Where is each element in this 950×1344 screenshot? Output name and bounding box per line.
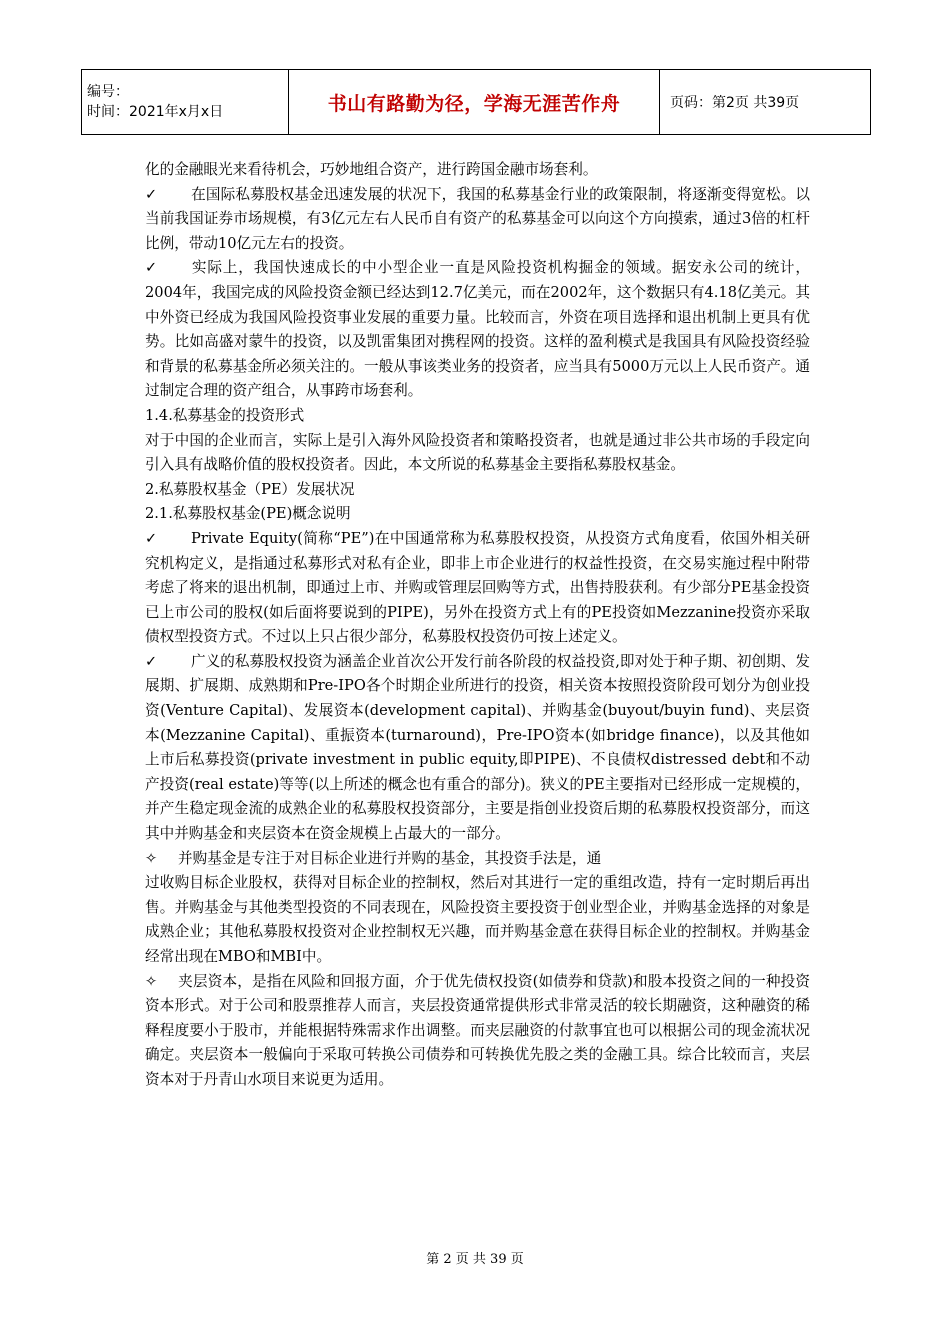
check-paragraph bbox=[145, 527, 810, 650]
paragraph: 化的金融眼光来看待机会，巧妙地组合资产，进行跨国金融市场套利。 bbox=[145, 161, 598, 178]
paragraph-text: 并购基金是专注于对目标企业进行并购的基金，其投资手法是，通 bbox=[178, 849, 602, 867]
paragraph-text: 实际上，我国快速成长的中小型企业一直是风险投资机构掘金的领域。据安永公司的统计，2004年，我国完成的风险投资金额已经达到12.7亿美元，而在2002年，这个数据只有4.18亿美元。其中外资已经成为我国风险投资事业发展的重要力量。比较而言，外资在项目选择和退出机制上更具有优势。比如高盛对蒙牛的投资，以及凯雷集团对携程网的投资。这样的盈利模式是我国具有风险投资经验和背景的私募基金所必须关注的。一般从事该类业务的投资者，应当具有5000万元以上人民币资产。通过制定合理的资产组合，从事跨市场套利。 bbox=[145, 259, 810, 400]
checkmark-icon: ✓ bbox=[145, 529, 158, 547]
check-paragraph bbox=[145, 256, 810, 404]
diamond-bullet-icon: ✧ bbox=[145, 972, 158, 990]
header-page-info: 页码：第2页 共39页 bbox=[660, 70, 871, 135]
header-motto-cell bbox=[289, 70, 660, 135]
section-heading: 2.私募股权基金（PE）发展状况 bbox=[145, 480, 355, 498]
subsection-heading: 2.1.私募股权基金(PE)概念说明 bbox=[145, 505, 351, 523]
checkmark-icon: ✓ bbox=[145, 652, 158, 670]
paragraph-text: 夹层资本，是指在风险和回报方面，介于优先债权投资(如债券和贷款)和股本投资之间的一种投资资本形式。对于公司和股票推荐人而言，夹层投资通常提供形式非常灵活的较长期融资，这种融资的稀释程度要小于股市，并能根据特殊需求作出调整。而夹层融资的付款事宜也可以根据公司的现金流状况确定。夹层资本一般偏向于采取可转换公司债券和可转换优先股之类的金融工具。综合比较而言，夹层资本对于丹青山水项目来说更为适用。 bbox=[145, 972, 810, 1088]
document-date: 时间：2021年x月x日 bbox=[87, 104, 224, 120]
paragraph: 对于中国的企业而言，实际上是引入海外风险投资者和策略投资者，也就是通过非公共市场的手段定向引入具有战略价值的股权投资者。因此，本文所说的私募基金主要指私募股权基金。 bbox=[145, 431, 810, 474]
checkmark-icon: ✓ bbox=[145, 259, 158, 277]
page-footer: 第 2 页 共 39 页 bbox=[426, 1252, 524, 1267]
header-meta bbox=[82, 70, 289, 135]
header-motto: 书山有路勤为径，学海无涯苦作舟 bbox=[327, 92, 621, 115]
paragraph: 过收购目标企业股权，获得对目标企业的控制权，然后对其进行一定的重组改造，持有一定时期后再出售。并购基金与其他类型投资的不同表现在，风险投资主要投资于创业型企业，并购基金选择的对象是成熟企业；其他私募股权投资对企业控制权无兴趣，而并购基金意在获得目标企业的控制权。并购基金经常出现在MBO和MBI中。 bbox=[145, 874, 810, 965]
paragraph-text: 在国际私募股权基金迅速发展的状况下，我国的私募基金行业的政策限制，将逐渐变得宽松。以当前我国证券市场规模，有3亿元左右人民币自有资产的私募基金可以向这个方向摸索，通过3倍的杠杆比例，带动10亿元左右的投资。 bbox=[145, 185, 810, 252]
check-paragraph bbox=[145, 183, 810, 257]
section-heading: 1.4.私募基金的投资形式 bbox=[145, 406, 305, 424]
check-paragraph bbox=[145, 650, 810, 847]
paragraph-text: Private Equity(简称“PE”)在中国通常称为私募股权投资，从投资方式角度看，依国外相关研究机构定义，是指通过私募形式对私有企业，即非上市企业进行的权益性投资，在交易实施过程中附带考虑了将来的退出机制，即通过上市、并购或管理层回购等方式，出售持股获利。有少部分PE基金投资已上市公司的股权(如后面将要说到的PIPE)，另外在投资方式上有的PE投资如Mezzanine投资亦采取债权型投资方式。不过以上只占很少部分，私募股权投资仍可按上述定义。 bbox=[145, 529, 810, 646]
checkmark-icon: ✓ bbox=[145, 185, 158, 203]
diamond-paragraph-first-line bbox=[145, 847, 810, 872]
diamond-paragraph bbox=[145, 970, 810, 1093]
document-body bbox=[145, 158, 810, 1093]
diamond-bullet-icon: ✧ bbox=[145, 849, 158, 867]
paragraph-text: 广义的私募股权投资为涵盖企业首次公开发行前各阶段的权益投资,即对处于种子期、初创期、发展期、扩展期、成熟期和Pre-IPO各个时期企业所进行的投资，相关资本按照投资阶段可划分为创业投资(Venture Capital)、发展资本(development capital)、并购基金(buyout/buyin fund)、夹层资本(Mezzanine Capital)、重振资本(turnaround)，Pre-IPO资本(如bridge finance)，以及其他如上市后私募投资(private investment in public equity,即PIPE)、不良债权distressed debt和不动产投资(real estate)等等(以上所述的概念也有重合的部分)。狭义的PE主要指对已经形成一定规模的，并产生稳定现金流的成熟企业的私募股权投资部分，主要是指创业投资后期的私募股权投资部分，而这其中并购基金和夹层资本在资金规模上占最大的一部分。 bbox=[145, 652, 810, 843]
page-header bbox=[81, 69, 871, 135]
document-number-label: 编号： bbox=[87, 84, 129, 100]
